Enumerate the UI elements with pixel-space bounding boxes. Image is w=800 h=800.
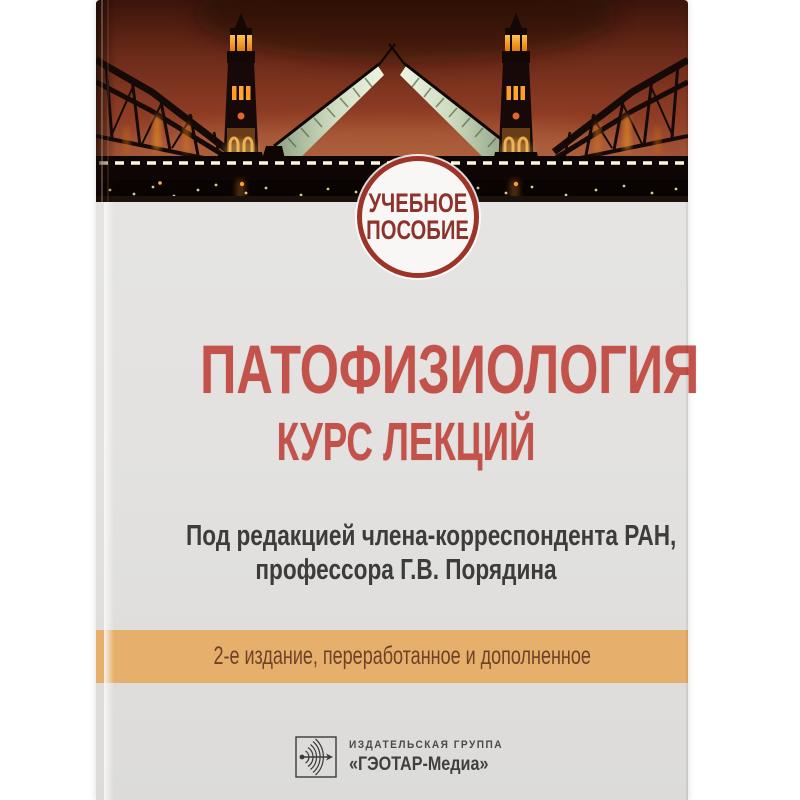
badge-line-2: ПОСОБИЕ (366, 215, 470, 245)
edition-band-text: 2-е издание, переработанное и дополненное (213, 642, 591, 670)
geotar-media-logo-icon (295, 736, 337, 778)
publisher-group-label: ИЗДАТЕЛЬСКАЯ ГРУППА (349, 738, 504, 751)
book-subtitle: КУРС ЛЕКЦИЙ (276, 412, 536, 472)
editors-line-1: Под редакцией члена-корреспондента РАН, (186, 520, 677, 552)
edition-band (96, 630, 688, 683)
cover-crease (104, 202, 114, 800)
editors-note (124, 519, 688, 587)
badge-line-1: УЧЕБНОЕ (368, 188, 468, 218)
editors-line-2: профессора Г.В. Порядина (255, 554, 557, 586)
book-title: ПАТОФИЗИОЛОГИЯ (200, 331, 700, 408)
publisher-name: «ГЭОТАР-Медиа» (349, 753, 489, 775)
book-right-edge (686, 0, 688, 800)
publisher-text (349, 739, 516, 776)
edition-type-badge (357, 156, 479, 278)
publisher-block (124, 736, 688, 778)
book-cover (96, 0, 700, 800)
